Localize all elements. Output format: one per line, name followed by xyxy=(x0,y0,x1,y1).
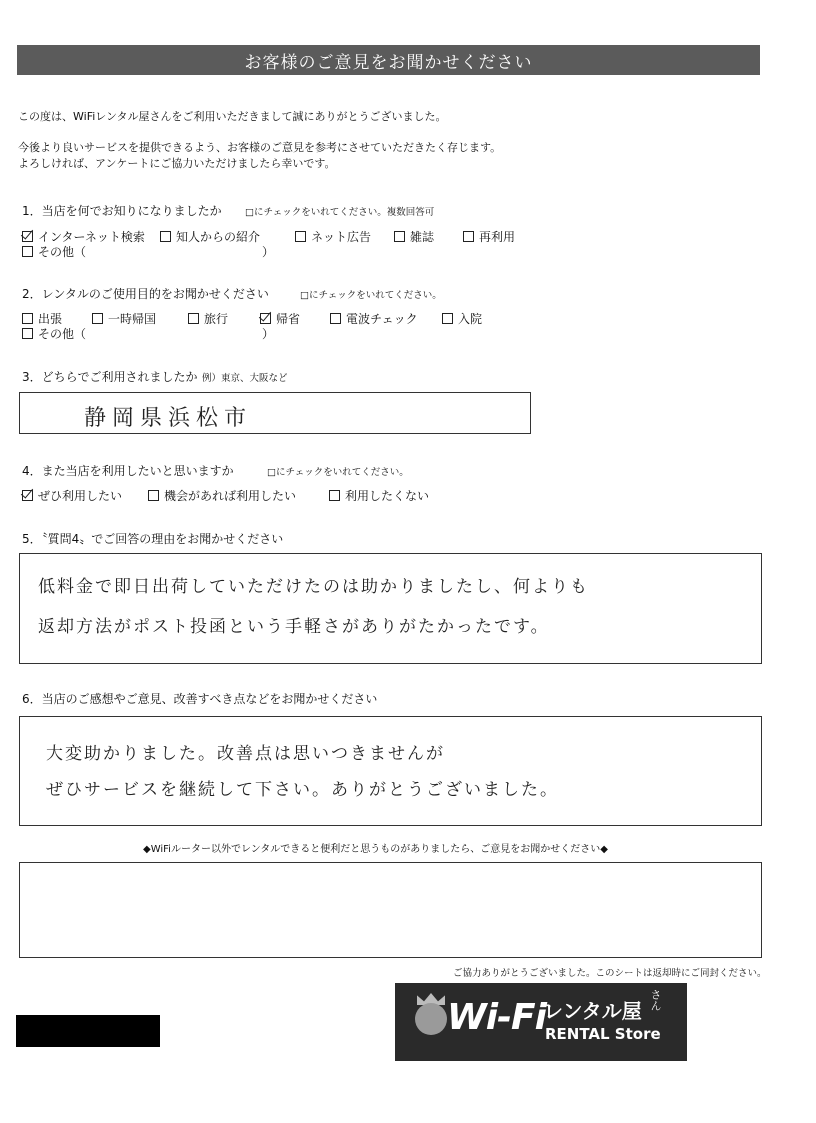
q1-other-close: ） xyxy=(262,245,275,259)
brand-logo xyxy=(395,983,687,1061)
q2-option-return-home[interactable]: 一時帰国 xyxy=(92,310,156,327)
q3-note: 例）東京、大阪など xyxy=(202,373,288,384)
checkbox-icon[interactable] xyxy=(22,246,33,257)
q1-option-internet[interactable]: インターネット検索 xyxy=(22,228,145,245)
q6-answer-line-1: 大変助かりました。改善点は思いつきませんが xyxy=(46,744,445,764)
checkbox-icon[interactable] xyxy=(394,231,405,242)
checkbox-icon[interactable] xyxy=(442,313,453,324)
checkbox-icon[interactable] xyxy=(160,231,171,242)
q3-answer-box[interactable] xyxy=(19,392,531,434)
checkbox-icon[interactable] xyxy=(330,313,341,324)
checkbox-icon[interactable] xyxy=(295,231,306,242)
checkbox-icon[interactable] xyxy=(188,313,199,324)
q1-option-other[interactable]: その他（ xyxy=(22,243,86,260)
logo-san-text: さん xyxy=(649,989,662,1011)
q4-option-no[interactable]: 利用したくない xyxy=(329,487,429,504)
q2-option-business[interactable]: 出張 xyxy=(22,310,62,327)
q3-label: 3．どちらでご利用されましたか xyxy=(22,370,198,384)
q4-option-if-chance[interactable]: 機会があれば利用したい xyxy=(148,487,296,504)
logo-wifi-text: Wi-Fi xyxy=(447,997,546,1038)
q2-option-other[interactable]: その他（ xyxy=(22,325,86,342)
q1-note: □にチェックをいれてください。複数回答可 xyxy=(245,207,435,218)
q5-answer-box[interactable] xyxy=(19,553,762,664)
q2-option-signal-check[interactable]: 電波チェック xyxy=(330,310,418,327)
redaction-block xyxy=(16,1015,160,1047)
q2-other-close: ） xyxy=(262,327,275,341)
q7-label: ◆WiFiルーター以外でレンタルできると便利だと思うものがありましたら、ご意見をお聞かせください◆ xyxy=(143,844,608,855)
mascot-icon xyxy=(415,1003,447,1035)
checkbox-icon[interactable] xyxy=(463,231,474,242)
q1-option-referral[interactable]: 知人からの紹介 xyxy=(160,228,260,245)
intro-line-1: この度は、WiFiレンタル屋さんをご利用いただきまして誠にありがとうございました。 xyxy=(18,110,447,123)
q5-answer-line-1: 低料金で即日出荷していただけたのは助かりましたし、何よりも xyxy=(38,577,589,597)
q1-option-magazine[interactable]: 雑誌 xyxy=(394,228,434,245)
q2-option-hospital[interactable]: 入院 xyxy=(442,310,482,327)
q5-answer-line-2: 返却方法がポスト投函という手軽さがありがたかったです。 xyxy=(38,617,550,637)
q6-label: 6．当店のご感想やご意見、改善すべき点などをお聞かせください xyxy=(22,692,378,706)
checkbox-icon[interactable] xyxy=(260,313,271,324)
q1-option-reuse[interactable]: 再利用 xyxy=(463,228,515,245)
q1-option-ad[interactable]: ネット広告 xyxy=(295,228,371,245)
q4-option-definitely[interactable]: ぜひ利用したい xyxy=(22,487,122,504)
q6-answer-box[interactable] xyxy=(19,716,762,826)
checkbox-icon[interactable] xyxy=(22,313,33,324)
q5-label: 5．〝質問4〟でご回答の理由をお聞かせください xyxy=(22,532,284,546)
checkbox-icon[interactable] xyxy=(329,490,340,501)
q2-note: □にチェックをいれてください。 xyxy=(300,290,442,301)
q3-answer: 静岡県浜松市 xyxy=(84,406,253,431)
logo-english-text: RENTAL Store xyxy=(545,1025,661,1043)
checkbox-icon[interactable] xyxy=(92,313,103,324)
form-title: お客様のご意見をお聞かせください xyxy=(17,45,760,75)
q4-label: 4．また当店を利用したいと思いますか xyxy=(22,464,234,478)
checkbox-icon[interactable] xyxy=(22,328,33,339)
checkbox-icon[interactable] xyxy=(22,231,33,242)
intro-line-3: よろしければ、アンケートにご協力いただけましたら幸いです。 xyxy=(18,157,336,170)
logo-japanese-text: レンタル屋 xyxy=(543,999,642,1023)
q2-option-travel[interactable]: 旅行 xyxy=(188,310,228,327)
q2-label: 2．レンタルのご使用目的をお聞かせください xyxy=(22,287,269,301)
q1-label: 1．当店を何でお知りになりましたか xyxy=(22,204,222,218)
q4-note: □にチェックをいれてください。 xyxy=(267,467,409,478)
q2-option-homecoming[interactable]: 帰省 xyxy=(260,310,300,327)
footer-thanks: ご協力ありがとうございました。このシートは返却時にご同封ください。 xyxy=(453,968,767,979)
checkbox-icon[interactable] xyxy=(148,490,159,501)
intro-line-2: 今後より良いサービスを提供できるよう、お客様のご意見を参考にさせていただきたく存じます。 xyxy=(18,141,502,154)
q6-answer-line-2: ぜひサービスを継続して下さい。ありがとうございました。 xyxy=(46,780,559,800)
checkbox-icon[interactable] xyxy=(22,490,33,501)
q7-answer-box[interactable] xyxy=(19,862,762,958)
